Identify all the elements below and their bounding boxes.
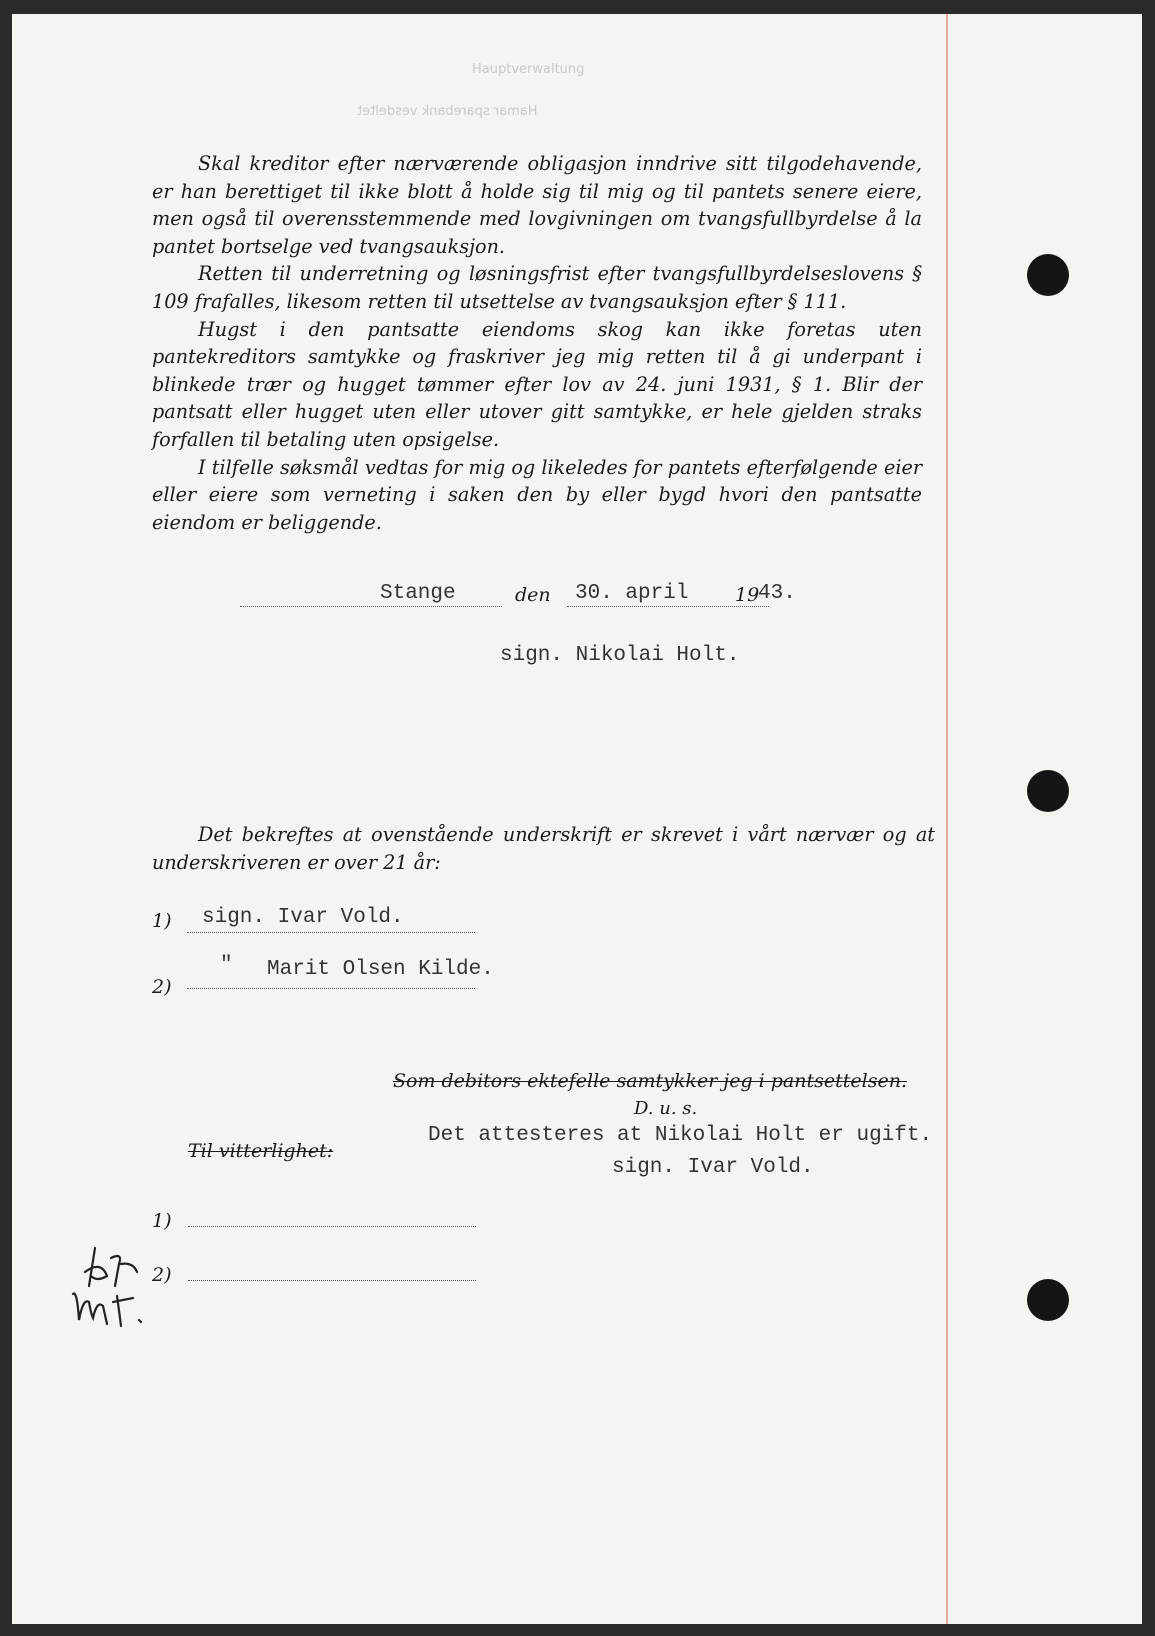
paragraph-venue: I tilfelle søksmål vedtas for mig og likeledes for pantets efterfølgende eier eller eiere som verneting i saken den by eller bygd hvori den pantsatte eiendom er beliggende.: [152, 455, 922, 534]
punch-hole: [1027, 770, 1069, 812]
attestation-text: Det attesteres at Nikolai Holt er ugift.: [428, 1124, 933, 1147]
attestation-signature: sign. Ivar Vold.: [612, 1156, 814, 1179]
place-dotted-line: [240, 606, 502, 607]
vitterlighet-2-line: [188, 1280, 476, 1281]
witness-1-label: 1): [152, 910, 172, 932]
date-value: 30. april: [575, 582, 689, 605]
vitterlighet-2-label: 2): [152, 1264, 172, 1286]
year-prefix: 19: [735, 584, 760, 606]
witness-2-line: [187, 988, 475, 989]
witness-1-name: sign. Ivar Vold.: [202, 906, 404, 929]
punch-hole: [1027, 254, 1069, 296]
date-dotted-line: [567, 606, 769, 607]
witness-statement: Det bekreftes at ovenstående underskrift er skrevet i vårt nærvær og at underskriveren er over 21 år:: [152, 823, 935, 874]
vitterlighet-1-label: 1): [152, 1210, 172, 1232]
red-margin-line: [946, 14, 948, 1624]
year-suffix: 43.: [758, 582, 796, 605]
dus-label: D. u. s.: [634, 1098, 698, 1119]
spouse-consent-struck: Som debitors ektefelle samtykker jeg i pantsettelsen.: [393, 1070, 907, 1092]
body-text: [152, 150, 922, 536]
date-den-label: den: [515, 584, 551, 606]
witness-2-name: Marit Olsen Kilde.: [267, 958, 494, 981]
til-vitterlighet-label: Til vitterlighet:: [188, 1140, 334, 1162]
ditto-mark: ": [220, 954, 233, 977]
bleed-through-text: Hamar sparebank vesdeltet: [357, 104, 538, 119]
witness-1-line: [187, 932, 475, 933]
document-page: [12, 14, 1142, 1624]
paragraph-logging: Hugst i den pantsatte eiendoms skog kan ikke foretas uten pantekreditors samtykke og fraskriver jeg mig retten til å gi underpant i blinkede trær og hugget tømmer efter lov av 24. juni 1931, § 1. Blir der pantsatt eller hugget uten eller utover gitt samtykke, er hele gjelden straks forfallen til betaling uten opsigelse.: [152, 317, 922, 451]
handwritten-margin-note: [67, 1242, 177, 1332]
date-place: Stange: [380, 582, 456, 605]
paragraph-collection: Skal kreditor efter nærværende obligasjon inndrive sitt tilgodehavende, er han berettiget til ikke blott å holde sig til mig og til pantets senere eiere, men også til overensstemmende med lovgivningen om tvangsfullbyrdelse å la pantet bortselge ved tvangsauksjon.: [152, 152, 922, 258]
punch-hole: [1027, 1279, 1069, 1321]
bleed-through-text: Hauptverwaltung: [472, 62, 585, 77]
vitterlighet-1-line: [188, 1226, 476, 1227]
paragraph-notice: Retten til underretning og løsningsfrist efter tvangsfullbyrdelseslovens § 109 frafalles, likesom retten til utsettelse av tvangsauksjon efter § 111.: [152, 262, 922, 313]
witness-2-label: 2): [152, 976, 172, 998]
debtor-signature: sign. Nikolai Holt.: [500, 644, 740, 667]
